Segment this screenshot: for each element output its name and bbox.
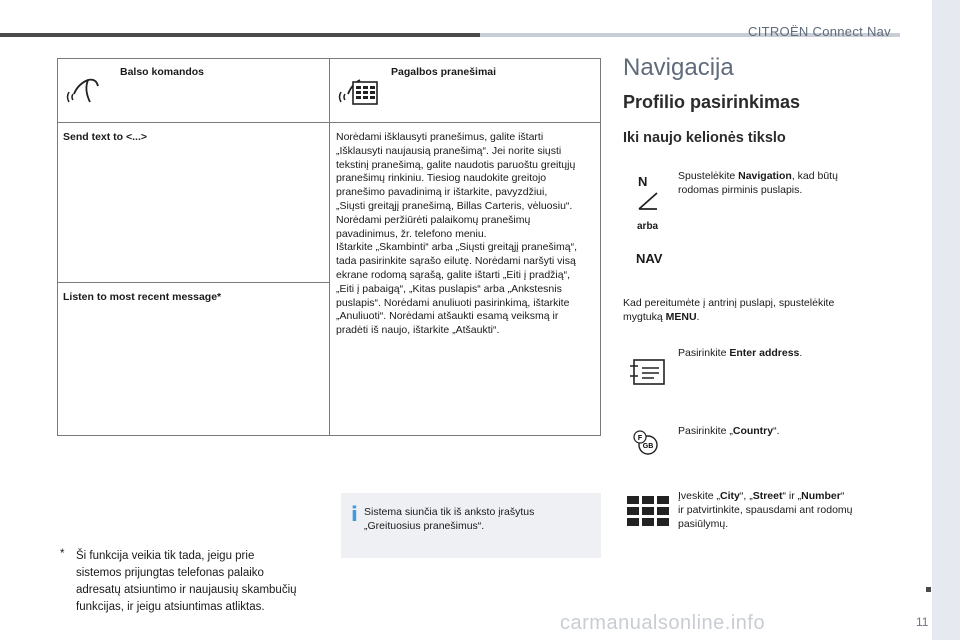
page-title: Navigacija — [623, 54, 734, 81]
page-number: 11 — [916, 615, 929, 629]
table-header-divider — [57, 122, 601, 123]
nav-button-label: NAV — [636, 251, 663, 266]
watermark-text: carmanualsonline.info — [560, 612, 766, 634]
voice-message-icon — [336, 70, 382, 110]
compass-letter: N — [638, 174, 648, 189]
header-rule-dark — [0, 33, 480, 37]
step-navigation-text: Spustelėkite Navigation, kad būtų rodomas pirminis puslapis. — [678, 170, 838, 196]
voice-command-icon — [64, 70, 104, 110]
table-row-divider — [57, 282, 329, 283]
enter-address-icon — [628, 356, 668, 388]
step-enter-address-text: Pasirinkite Enter address. — [678, 347, 803, 359]
step-city-street-text: Įveskite „City“, „Street“ ir „Number“ ir patvirtinkite, spausdami ant rodomų pasiūlymų. — [678, 490, 853, 530]
step-menu-text: Kad pereitumėte į antrinį puslapį, spustelėkite mygtuką MENU. — [623, 297, 835, 323]
info-icon: i — [351, 502, 358, 526]
side-strip — [932, 0, 960, 640]
command-send-text: Send text to <...> — [63, 131, 148, 143]
subsection-title: Iki naujo kelionės tikslo — [623, 130, 786, 146]
step-country-text: Pasirinkite „Country“. — [678, 425, 780, 437]
table-column-divider — [329, 58, 330, 436]
country-icon-bottom: GB — [642, 443, 654, 450]
keyboard-icon — [627, 496, 669, 526]
country-icon — [632, 429, 658, 455]
or-label: arba — [637, 221, 659, 232]
page-marker — [926, 587, 931, 592]
table-header-commands: Balso komandos — [120, 66, 205, 78]
help-message-text: Norėdami išklausyti pranešimus, galite ištarti „Išklausyti naujausią pranešimą“. Jei norite siųsti tekstinį pranešimą, galite naudotis paruoštu greitųjų pranešimų rinkiniu. Tiesiog naudokite greitojo pranešimo pavadinimą ir ištarkite, pavyzdžiui, „Siųsti greitąjį pranešimą, Billas Carteris, vėluosiu“. Norėdami peržiūrėti palaikomų pranešimų pavadinimus, žr. telefono meniu. Ištarkite „Skambinti“ arba „Siųsti greitąjį pranešimą“, tada pasirinkite sąrašo eilutę. Norėdami naršyti visą ekrane rodomą sąrašą, galite ištarti „Eiti į pradžią“, „Eiti į pabaigą“, „Kitas puslapis“ arba „Ankstesnis puslapis“. Norėdami anuliuoti pasirinkimą, ištarkite „Anuliuoti“. Norėdami atšaukti esamą veiksmą ir pradėti iš naujo, ištarkite „Atšaukti“. — [336, 131, 577, 337]
command-listen-message: Listen to most recent message* — [63, 291, 222, 303]
navigation-arrow-icon — [636, 190, 660, 212]
footnote-text: Ši funkcija veikia tik tada, jeigu prie sistemos prijungtas telefonas palaiko adresatų atsiuntimo ir naujausių skambučių funkcijas, ir jeigu atsiuntimas atliktas. — [76, 550, 297, 613]
country-icon-top: F — [637, 435, 643, 442]
section-title: Profilio pasirinkimas — [623, 92, 801, 112]
info-box-text: Sistema siunčia tik iš anksto įrašytus „Greituosius pranešimus“. — [364, 506, 535, 532]
table-header-messages: Pagalbos pranešimai — [391, 66, 497, 78]
footnote-marker: * — [60, 548, 65, 560]
brand-title: CITROËN Connect Nav — [748, 24, 891, 39]
